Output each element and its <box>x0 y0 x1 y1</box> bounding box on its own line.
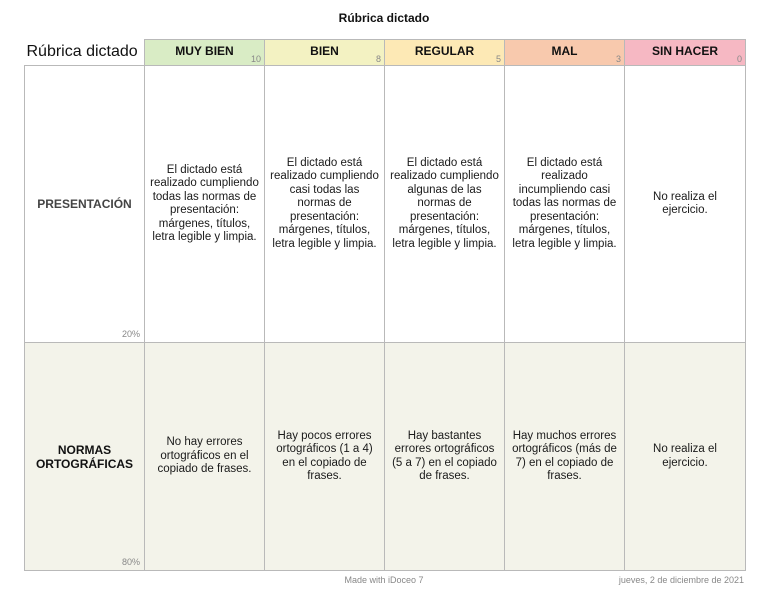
criterion-weight: 80% <box>121 557 140 567</box>
level-score: 10 <box>250 54 261 64</box>
descriptor-cell[interactable]: No realiza el ejercicio. <box>625 343 746 571</box>
level-label: REGULAR <box>414 44 475 58</box>
criterion-name: PRESENTACIÓN <box>37 197 132 211</box>
level-header-mal[interactable] <box>505 40 625 66</box>
criterion-name: NORMAS ORTOGRÁFICAS <box>35 442 134 471</box>
level-header-sin-hacer[interactable] <box>625 40 746 66</box>
level-score: 3 <box>615 54 621 64</box>
rubric-table <box>24 39 746 571</box>
descriptor-cell[interactable]: El dictado está realizado cumpliendo todas las normas de presentación: márgenes, títulos, letra legible y limpia. <box>145 66 265 343</box>
level-header-bien[interactable] <box>265 40 385 66</box>
level-score: 0 <box>736 54 742 64</box>
descriptor-cell[interactable]: No hay errores ortográficos en el copiado de frases. <box>145 343 265 571</box>
criterion-cell-normas-ortograficas[interactable] <box>25 343 145 571</box>
footer-date: jueves, 2 de diciembre de 2021 <box>618 575 744 585</box>
descriptor-cell[interactable]: El dictado está realizado cumpliendo casi todas las normas de presentación: márgenes, títulos, letra legible y limpia. <box>265 66 385 343</box>
level-header-regular[interactable] <box>385 40 505 66</box>
descriptor-cell[interactable]: Hay pocos errores ortográficos (1 a 4) en el copiado de frases. <box>265 343 385 571</box>
criterion-row-presentacion <box>25 66 746 343</box>
levels-header-row <box>25 40 746 66</box>
level-score: 5 <box>495 54 501 64</box>
level-label: MAL <box>551 44 578 58</box>
level-label: MUY BIEN <box>175 44 234 58</box>
page-title: Rúbrica dictado <box>338 11 430 25</box>
descriptor-cell[interactable]: Hay bastantes errores ortográficos (5 a 7) en el copiado de frases. <box>385 343 505 571</box>
criterion-row-normas-ortograficas <box>25 343 746 571</box>
descriptor-cell[interactable]: Hay muchos errores ortográficos (más de 7) en el copiado de frases. <box>505 343 625 571</box>
rubric-name: Rúbrica dictado <box>25 40 145 66</box>
level-header-muy-bien[interactable] <box>145 40 265 66</box>
level-score: 8 <box>375 54 381 64</box>
footer-made-with: Made with iDoceo 7 <box>344 575 424 585</box>
criterion-weight: 20% <box>121 329 140 339</box>
descriptor-cell[interactable]: El dictado está realizado cumpliendo algunas de las normas de presentación: márgenes, títulos, letra legible y limpia. <box>385 66 505 343</box>
criterion-cell-presentacion[interactable] <box>25 66 145 343</box>
level-label: BIEN <box>310 44 339 58</box>
level-label: SIN HACER <box>651 44 718 58</box>
descriptor-cell[interactable]: El dictado está realizado incumpliendo casi todas las normas de presentación: márgenes, títulos, letra legible y limpia. <box>505 66 625 343</box>
descriptor-cell[interactable]: No realiza el ejercicio. <box>625 66 746 343</box>
